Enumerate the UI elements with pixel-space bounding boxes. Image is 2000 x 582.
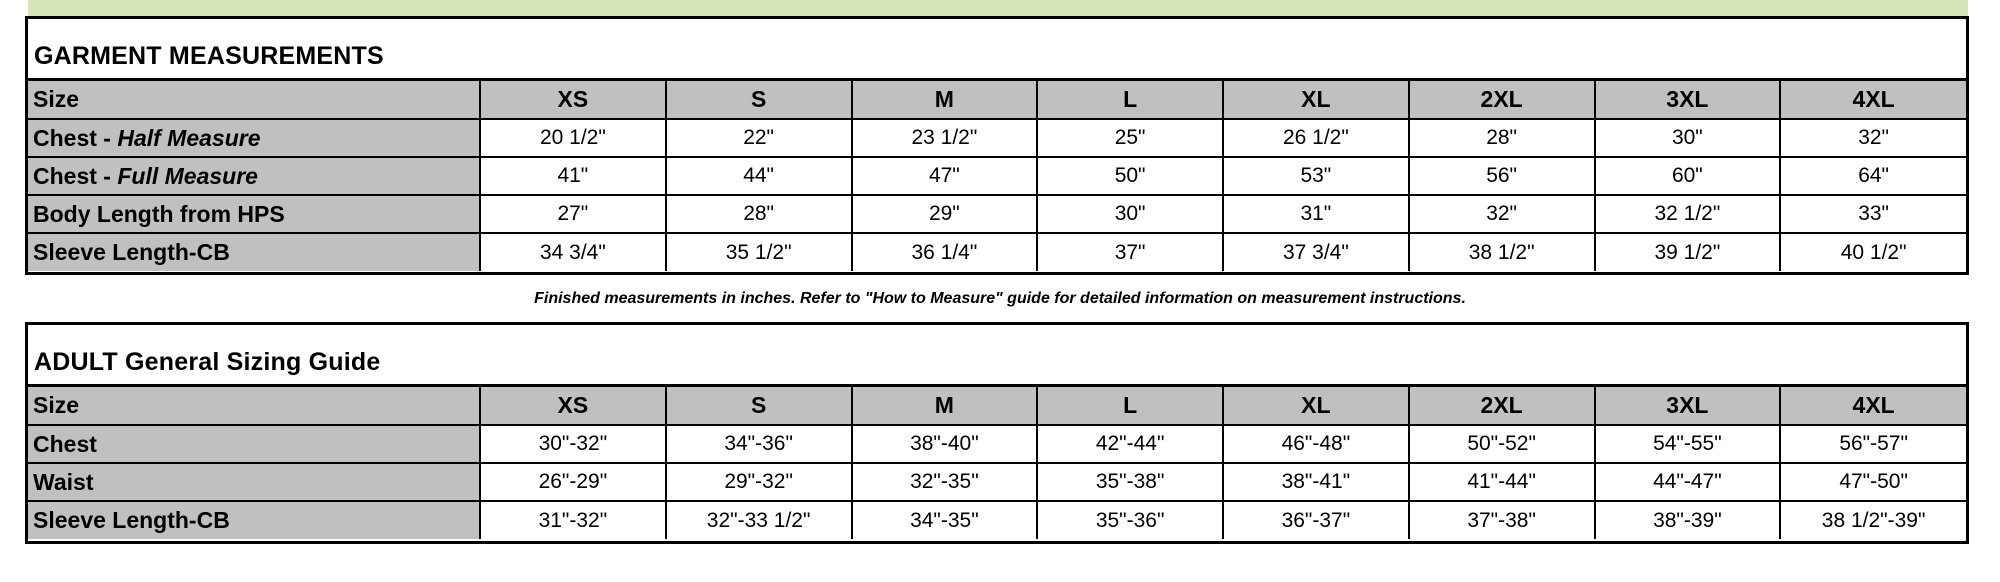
table-cell: 44"-47" (1595, 463, 1781, 501)
table-cell: 34 3/4" (480, 233, 666, 271)
table-cell: 35 1/2" (666, 233, 852, 271)
table-cell: 30" (1037, 195, 1223, 233)
adult-size-header: 3XL (1595, 387, 1781, 425)
table-cell: 32" (1780, 119, 1966, 157)
table-cell: 44" (666, 157, 852, 195)
table-cell: 38"-39" (1595, 501, 1781, 539)
table-cell: 35"-36" (1037, 501, 1223, 539)
table-cell: 26 1/2" (1223, 119, 1409, 157)
table-cell: 32 1/2" (1595, 195, 1781, 233)
row-label-italic: Half Measure (117, 124, 261, 151)
adult-size-header: S (666, 387, 852, 425)
adult-size-header: XS (480, 387, 666, 425)
table-cell: 35"-38" (1037, 463, 1223, 501)
table-cell: 34"-35" (852, 501, 1038, 539)
adult-header-row (28, 387, 1966, 425)
table-cell: 36 1/4" (852, 233, 1038, 271)
garment-title-row (28, 19, 1966, 81)
table-cell: 38 1/2"-39" (1780, 501, 1966, 539)
table-cell: 38"-41" (1223, 463, 1409, 501)
row-label-waist: Waist (28, 463, 480, 501)
table-cell: 23 1/2" (852, 119, 1038, 157)
table-cell: 39 1/2" (1595, 233, 1781, 271)
table-cell: 38"-40" (852, 425, 1038, 463)
table-cell: 32" (1409, 195, 1595, 233)
table-cell: 31"-32" (480, 501, 666, 539)
garment-grid (28, 81, 1966, 271)
table-row (28, 463, 1966, 501)
garment-size-header: 4XL (1780, 81, 1966, 119)
table-cell: 32"-35" (852, 463, 1038, 501)
garment-header-row (28, 81, 1966, 119)
adult-sizing-guide-table (25, 322, 1969, 544)
table-cell: 33" (1780, 195, 1966, 233)
row-label-sleeve-length: Sleeve Length-CB (28, 501, 480, 539)
table-cell: 64" (1780, 157, 1966, 195)
garment-size-header: XS (480, 81, 666, 119)
table-cell: 46"-48" (1223, 425, 1409, 463)
table-row (28, 195, 1966, 233)
table-cell: 41" (480, 157, 666, 195)
table-cell: 50"-52" (1409, 425, 1595, 463)
table-cell: 30" (1595, 119, 1781, 157)
table-cell: 30"-32" (480, 425, 666, 463)
garment-size-header: L (1037, 81, 1223, 119)
table-cell: 27" (480, 195, 666, 233)
table-cell: 47"-50" (1780, 463, 1966, 501)
measurement-note: Finished measurements in inches. Refer to "How to Measure" guide for detailed information on measurement instructions. (534, 290, 1466, 307)
garment-size-header: M (852, 81, 1038, 119)
adult-size-header: 4XL (1780, 387, 1966, 425)
table-cell: 41"-44" (1409, 463, 1595, 501)
adult-size-header: 2XL (1409, 387, 1595, 425)
row-label-chest: Chest (28, 425, 480, 463)
table-cell: 28" (666, 195, 852, 233)
table-cell: 53" (1223, 157, 1409, 195)
adult-title-row (28, 325, 1966, 387)
table-cell: 47" (852, 157, 1038, 195)
table-cell: 28" (1409, 119, 1595, 157)
garment-size-label: Size (28, 81, 480, 119)
garment-size-header: XL (1223, 81, 1409, 119)
adult-size-label: Size (28, 387, 480, 425)
table-row (28, 425, 1966, 463)
row-label-body-length: Body Length from HPS (28, 195, 480, 233)
table-cell: 32"-33 1/2" (666, 501, 852, 539)
row-label-chest-full (28, 157, 480, 195)
adult-table-title: ADULT General Sizing Guide (34, 348, 381, 376)
row-label-main: Chest - (33, 124, 118, 151)
garment-size-header: 3XL (1595, 81, 1781, 119)
table-cell: 38 1/2" (1409, 233, 1595, 271)
table-cell: 31" (1223, 195, 1409, 233)
adult-size-header: XL (1223, 387, 1409, 425)
table-cell: 56"-57" (1780, 425, 1966, 463)
table-cell: 54"-55" (1595, 425, 1781, 463)
row-label-chest-half (28, 119, 480, 157)
table-cell: 56" (1409, 157, 1595, 195)
garment-measurements-table (25, 16, 1969, 275)
table-cell: 37 3/4" (1223, 233, 1409, 271)
garment-size-header: 2XL (1409, 81, 1595, 119)
table-cell: 25" (1037, 119, 1223, 157)
row-label-sleeve-length: Sleeve Length-CB (28, 233, 480, 271)
table-cell: 40 1/2" (1780, 233, 1966, 271)
row-label-italic: Full Measure (117, 162, 258, 189)
adult-grid (28, 387, 1966, 539)
table-cell: 37" (1037, 233, 1223, 271)
table-cell: 34"-36" (666, 425, 852, 463)
adult-size-header: L (1037, 387, 1223, 425)
table-cell: 29"-32" (666, 463, 852, 501)
table-cell: 37"-38" (1409, 501, 1595, 539)
row-label-main: Chest - (33, 162, 118, 189)
table-cell: 50" (1037, 157, 1223, 195)
table-row (28, 233, 1966, 271)
adult-size-header: M (852, 387, 1038, 425)
table-row (28, 501, 1966, 539)
table-row (28, 119, 1966, 157)
garment-table-title: GARMENT MEASUREMENTS (34, 42, 384, 70)
garment-size-header: S (666, 81, 852, 119)
top-color-band (28, 0, 1968, 16)
table-cell: 42"-44" (1037, 425, 1223, 463)
table-cell: 22" (666, 119, 852, 157)
table-cell: 60" (1595, 157, 1781, 195)
table-cell: 20 1/2" (480, 119, 666, 157)
table-cell: 29" (852, 195, 1038, 233)
table-cell: 36"-37" (1223, 501, 1409, 539)
table-row (28, 157, 1966, 195)
table-cell: 26"-29" (480, 463, 666, 501)
